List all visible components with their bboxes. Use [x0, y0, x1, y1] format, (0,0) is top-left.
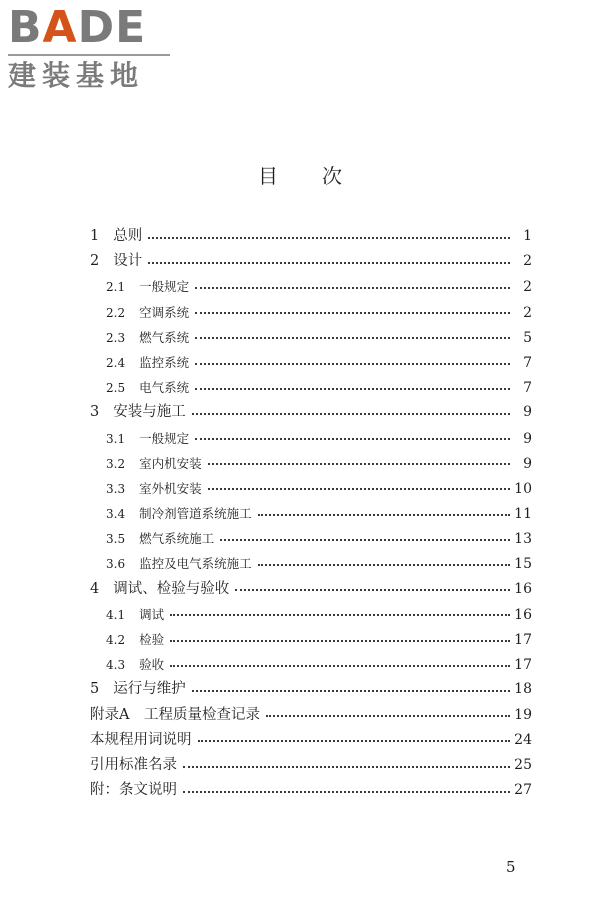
toc-leader-dots — [266, 709, 510, 721]
toc-entry-number: 3.2 — [106, 456, 126, 471]
toc-entry[interactable] — [90, 451, 532, 476]
logo-divider — [8, 54, 170, 56]
toc-entry-number: 4.3 — [106, 658, 126, 673]
toc-entry-label: 燃气系统施工 — [139, 531, 215, 547]
logo-letter-a: A — [42, 2, 78, 53]
toc-entry-label: 检验 — [139, 632, 165, 647]
toc-entry[interactable] — [90, 526, 532, 551]
logo-subtitle: 建装基地 — [8, 59, 145, 92]
toc-entry-label: 附：条文说明 — [90, 782, 177, 799]
toc-leader-dots — [220, 533, 510, 545]
toc-leader-dots — [195, 382, 510, 394]
toc-entry-label: 制冷剂管道系统施工 — [139, 506, 252, 522]
toc-entry-page: 15 — [514, 556, 532, 573]
toc-leader-dots — [195, 432, 510, 444]
toc-leader-dots — [235, 583, 510, 595]
toc-entry[interactable] — [90, 753, 532, 778]
toc-leader-dots — [208, 482, 510, 494]
toc-entry-label: 一般规定 — [139, 279, 190, 295]
toc-entry-number: 3.4 — [106, 507, 126, 522]
logo-wordmark — [8, 4, 180, 52]
toc-entry[interactable] — [90, 778, 532, 803]
toc-entry-number: 4 — [90, 580, 100, 597]
toc-entry-label: 电气系统 — [139, 380, 190, 396]
toc-entry-label: 总则 — [113, 228, 143, 244]
toc-entry-label: 监控系统 — [139, 354, 190, 370]
toc-leader-dots — [192, 684, 510, 696]
toc-entry[interactable] — [90, 224, 532, 249]
toc-leader-dots — [195, 281, 510, 293]
toc-entry[interactable] — [90, 350, 532, 375]
toc-entry-page: 7 — [523, 354, 532, 371]
toc-leader-dots — [192, 407, 510, 419]
toc-leader-dots — [198, 734, 511, 746]
toc-entry-label: 附录A 工程质量检查记录 — [90, 706, 260, 723]
toc-entry-page: 1 — [523, 228, 532, 244]
toc-entry-page: 2 — [523, 253, 532, 270]
toc-entry[interactable] — [90, 400, 532, 425]
toc-entry-page: 16 — [514, 580, 532, 597]
toc-leader-dots — [170, 608, 510, 620]
toc-entry[interactable] — [90, 426, 532, 451]
toc-entry-number: 5 — [90, 681, 100, 698]
toc-entry-number: 2.4 — [106, 355, 126, 370]
toc-entry-number: 4.1 — [106, 607, 126, 622]
toc-entry-label: 设计 — [113, 253, 143, 270]
toc-entry[interactable] — [90, 728, 532, 753]
toc-entry-number: 2 — [90, 253, 100, 270]
toc-entry-number: 2.5 — [106, 381, 126, 396]
toc-leader-dots — [195, 357, 510, 369]
toc-entry-page: 2 — [523, 279, 532, 296]
toc-leader-dots — [208, 457, 510, 469]
toc-leader-dots — [195, 306, 510, 318]
toc-entry[interactable] — [90, 677, 532, 702]
toc-title-right: 次 — [322, 164, 342, 188]
toc-entry-label: 室内机安装 — [139, 455, 202, 471]
toc-entry-page: 24 — [514, 731, 532, 748]
toc-entry[interactable] — [90, 703, 532, 728]
toc-entry-page: 9 — [523, 455, 532, 472]
toc-entry[interactable] — [90, 300, 532, 325]
toc-leader-dots — [258, 558, 510, 570]
toc-title-left: 目 — [258, 164, 278, 188]
toc-entry-number: 2.1 — [106, 280, 126, 295]
toc-leader-dots — [148, 231, 510, 243]
toc-entry-label: 引用标准名录 — [90, 756, 177, 773]
toc-entry[interactable] — [90, 627, 532, 652]
toc-entry-label: 验收 — [139, 657, 165, 673]
toc-entry-number: 3 — [90, 404, 100, 421]
toc-entry-label: 空调系统 — [139, 304, 190, 320]
toc-title — [0, 160, 600, 189]
toc-entry-number: 1 — [90, 228, 100, 244]
logo-letter-b: B — [8, 2, 43, 53]
toc-leader-dots — [258, 508, 510, 520]
toc-entry-label: 安装与施工 — [113, 404, 186, 421]
toc-entry-label: 监控及电气系统施工 — [139, 556, 252, 572]
toc-entry-page: 9 — [523, 404, 532, 421]
toc-entry[interactable] — [90, 325, 532, 350]
toc-entry[interactable] — [90, 249, 532, 274]
toc-entry-number: 3.3 — [106, 481, 126, 496]
toc-entry-page: 16 — [514, 606, 532, 623]
toc-entry[interactable] — [90, 375, 532, 400]
toc-entry-number: 4.2 — [106, 633, 126, 647]
toc-entry-page: 27 — [514, 782, 532, 799]
toc-leader-dots — [183, 760, 510, 772]
toc-entry-number: 3.5 — [106, 532, 126, 547]
logo-letters-de: DE — [77, 2, 147, 53]
toc-leader-dots — [148, 256, 510, 268]
toc-entry-number: 2.2 — [106, 305, 126, 320]
toc-entry[interactable] — [90, 652, 532, 677]
toc-entry[interactable] — [90, 476, 532, 501]
toc-entry-number: 2.3 — [106, 330, 126, 345]
toc-entry-page: 18 — [514, 681, 532, 698]
toc-entry-label: 调试、检验与验收 — [113, 580, 230, 597]
toc-entry-label: 本规程用词说明 — [90, 731, 192, 748]
toc-entry-page: 2 — [523, 304, 532, 321]
toc-leader-dots — [183, 785, 510, 797]
bade-logo — [8, 4, 180, 92]
toc-entry[interactable] — [90, 577, 532, 602]
toc-entry-page: 17 — [514, 657, 532, 674]
toc-leader-dots — [170, 634, 510, 646]
toc-entry-page: 10 — [514, 480, 532, 497]
toc-entry-label: 运行与维护 — [113, 681, 186, 698]
toc-entry-page: 7 — [523, 380, 532, 397]
toc-leader-dots — [170, 659, 510, 671]
page-number: 5 — [506, 858, 516, 876]
toc-entry-page: 11 — [514, 506, 532, 523]
toc-entry-page: 25 — [514, 756, 532, 773]
toc-entry-label: 室外机安装 — [139, 480, 202, 496]
toc-entry[interactable] — [90, 551, 532, 576]
toc-entry-number: 3.1 — [106, 431, 126, 446]
toc-entry-number: 3.6 — [106, 557, 126, 572]
toc-entry-page: 17 — [514, 632, 532, 648]
toc-entry-page: 5 — [523, 329, 532, 346]
toc-entry[interactable] — [90, 274, 532, 299]
toc-leader-dots — [195, 331, 510, 343]
toc-list — [90, 224, 532, 803]
toc-entry-label: 燃气系统 — [139, 329, 190, 345]
toc-entry-page: 13 — [514, 531, 532, 548]
toc-entry-label: 一般规定 — [139, 430, 190, 446]
toc-entry-label: 调试 — [139, 606, 165, 622]
toc-entry[interactable] — [90, 602, 532, 627]
toc-entry-page: 19 — [514, 706, 532, 723]
toc-entry[interactable] — [90, 501, 532, 526]
toc-entry-page: 9 — [523, 430, 532, 447]
